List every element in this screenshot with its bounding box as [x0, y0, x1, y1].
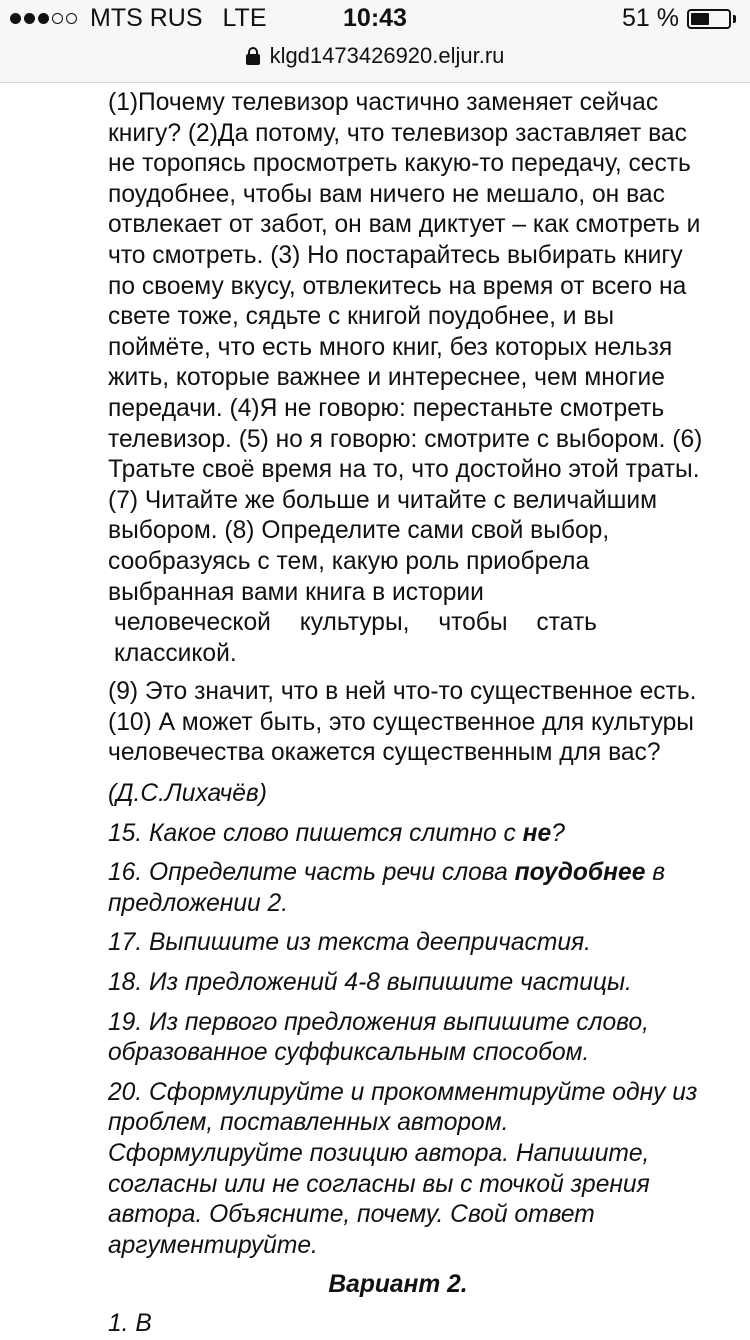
question-20: 20. Сформулируйте и прокомментируйте одну из проблем, поставленных автором. Сформулируйте позицию автора. Напишите, согласны или не согласны вы с точкой зрения автора. Объясните, почему. Свой ответ аргументируйте. — [108, 1078, 698, 1259]
status-bar — [0, 0, 750, 40]
author-attribution: (Д.С.Лихачёв) — [108, 780, 267, 808]
question-15-end: ? — [551, 819, 565, 847]
question-16-text: 16. Определите часть речи слова — [108, 859, 515, 887]
status-time: 10:43 — [343, 4, 407, 32]
battery-fill — [691, 13, 709, 25]
variant-title: Вариант 2. — [328, 1271, 468, 1299]
text-paragraph-2: (9) Это значит, что в ней что-то существенное есть. (10) А может быть, это существенное для культуры человечества окажется существенным для вас? — [108, 678, 697, 767]
url-display[interactable] — [246, 43, 505, 69]
network-type: LTE — [222, 4, 267, 32]
question-15-text: 15. Какое слово пишется слитно с — [108, 819, 523, 847]
paragraph-1-main: (1)Почему телевизор частично заменяет сейчас книгу? (2)Да потому, что телевизор заставляет вас не торопясь просмотреть какую-то передачу, сесть поудобнее, чтобы вам ничего не мешало, он вас отвлекает от забот, он вам диктует – как смотреть и что смотреть. (3) Но постарайтесь выбирать книгу по своему вкусу, отвлекитесь на время от всего на свете тоже, сядьте с книгой поудобнее, и вы поймёте, что есть много книг, без которых нельзя жить, которые важнее и интереснее, чем многие передачи. (4)Я не говорю: перестаньте смотреть телевизор. (5) но я говорю: смотрите с выбором. (6) Тратьте своё время на то, что достойно этой траты. (7) Читайте же больше и читайте с величайшим выбором. (8) Определите сами свой выбор, сообразуясь с тем, какую роль приобрела выбранная вами книга в истории — [108, 89, 703, 606]
carrier-name: MTS RUS — [90, 4, 203, 32]
question-16-bold: поудобнее — [514, 859, 646, 887]
battery-tip — [733, 15, 736, 23]
lock-icon — [246, 47, 260, 65]
browser-url-bar[interactable] — [0, 40, 750, 83]
question-19: 19. Из первого предложения выпишите слово, образованное суффиксальным способом. — [108, 1008, 649, 1067]
battery-percent: 51 % — [622, 4, 679, 32]
url-text[interactable]: klgd1473426920.eljur.ru — [269, 43, 505, 68]
question-18: 18. Из предложений 4-8 выпишите частицы. — [108, 969, 632, 997]
question-17: 17. Выпишите из текста деепричастия. — [108, 929, 591, 957]
question-16-end: в предложении 2. — [108, 859, 666, 917]
question-15 — [108, 819, 708, 850]
next-question-cut: 1. В — [108, 1309, 152, 1337]
paragraph-1-tail-line: человеческой культуры, чтобы стать — [114, 609, 597, 637]
question-15-bold: не — [522, 819, 552, 847]
text-paragraph-1 — [108, 88, 708, 669]
paragraph-1-tail-end: классикой. — [114, 639, 237, 667]
page-content — [108, 88, 708, 1340]
battery-icon — [687, 9, 731, 29]
status-right — [622, 4, 736, 33]
question-16 — [108, 858, 708, 919]
